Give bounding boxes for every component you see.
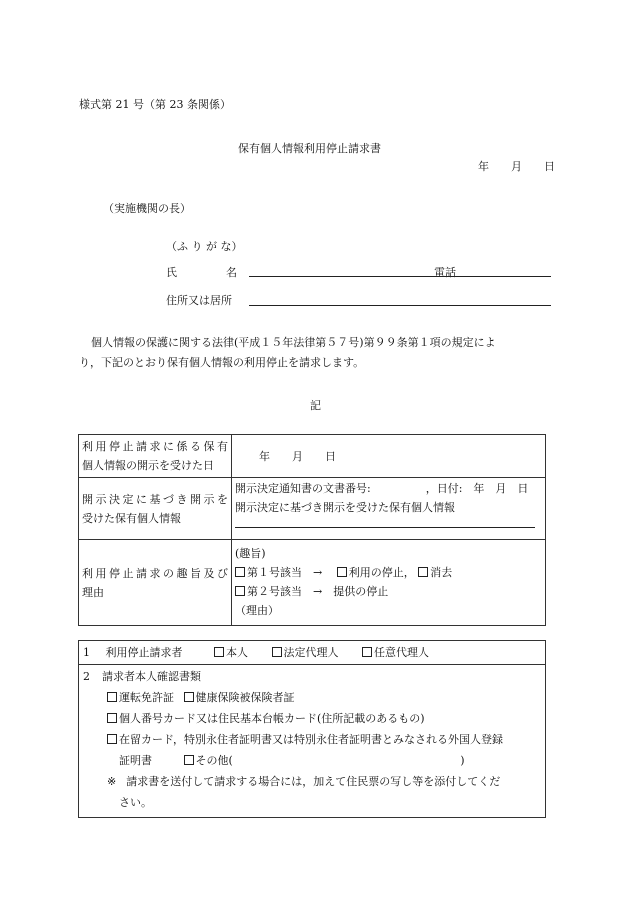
value-cell[interactable] [232, 435, 546, 478]
r3-item1: 第１号該当 → 利用の停止， 消去 [235, 563, 542, 582]
date-line: 年 月 日 [478, 160, 555, 173]
r1-label-2: 個人情報の開示を受けた日 [82, 459, 214, 472]
opt-legal-agent: 法定代理人 [283, 646, 339, 659]
r2-label-1: 開示決定に基づき開示を [82, 492, 228, 506]
r2-fill-line[interactable] [235, 527, 535, 528]
checkbox-drivers-license[interactable] [107, 692, 117, 702]
checkbox-item2[interactable] [235, 586, 245, 596]
address-field-line[interactable] [249, 305, 551, 306]
r3-shushi: (趣旨) [235, 547, 266, 560]
checkbox-legal-agent[interactable] [272, 647, 282, 657]
opt-self: 本人 [226, 646, 248, 659]
checkbox-other[interactable] [184, 755, 194, 765]
row1-num: 1 [83, 646, 90, 659]
furigana-label: （ふ り が な） [166, 240, 243, 253]
request-details-table [78, 434, 546, 626]
row1-label: 利用停止請求者 [105, 646, 183, 659]
doc-line-4: 証明書 その他( ) [119, 754, 465, 767]
checkbox-self[interactable] [214, 647, 224, 657]
name-label-1: 氏 [166, 266, 177, 279]
r3-label-2: 理由 [82, 585, 104, 599]
body-text-1: 個人情報の保護に関する法律(平成１５年法律第５７号)第９９条第１項の規定によ [91, 336, 496, 349]
checkbox-residence-card[interactable] [107, 734, 117, 744]
value-cell [232, 540, 546, 626]
label-cell [79, 435, 232, 478]
table-row [79, 540, 546, 626]
note-line-1: ※ 請求書を送付して請求する場合には，加えて住民票の写し等を添付してくだ [107, 775, 501, 788]
table-row [79, 435, 546, 478]
checkbox-my-number-card[interactable] [107, 713, 117, 723]
ki-heading: 記 [310, 399, 321, 412]
r3-label-1: 利用停止請求の趣旨及び [82, 566, 228, 580]
label-cell [79, 540, 232, 626]
r1-value: 年 月 日 [259, 449, 336, 463]
table-row [79, 478, 546, 540]
name-label-2: 名 [226, 266, 237, 279]
page-title: 保有個人情報利用停止請求書 [238, 142, 381, 155]
checkbox-health-insurance[interactable] [184, 692, 194, 702]
checkbox-voluntary-agent[interactable] [362, 647, 372, 657]
address-label: 住所又は居所 [166, 294, 232, 307]
value-cell[interactable] [232, 478, 546, 540]
r2-value-1: 開示決定通知書の文書番号: ，日付: 年 月 日 [235, 482, 529, 495]
form-number: 様式第 21 号（第 23 条関係） [79, 98, 231, 111]
phone-label: 電話 [434, 266, 456, 279]
r3-item2: 第２号該当 → 提供の停止 [235, 582, 542, 601]
r2-label-2: 受けた保有個人情報 [82, 511, 181, 525]
r1-label-1: 利用停止請求に係る保有 [82, 440, 228, 453]
doc-line-2: 個人番号カード又は住民基本台帳カード(住所記載のあるもの) [83, 708, 541, 729]
doc-line-3: 在留カード，特別永住者証明書又は特別永住者証明書とみなされる外国人登録 [83, 729, 541, 750]
requester-row [79, 641, 546, 665]
row2-heading: 2 請求者本人確認書類 [83, 670, 201, 683]
opt-voluntary-agent: 任意代理人 [374, 646, 429, 659]
addressee: （実施機関の長） [103, 202, 191, 215]
table-row [79, 641, 546, 665]
name-field-line[interactable] [249, 276, 551, 277]
r3-riyu: （理由） [235, 604, 279, 617]
r2-value-2: 開示決定に基づき開示を受けた保有個人情報 [235, 501, 455, 514]
checkbox-delete[interactable] [418, 567, 428, 577]
label-cell [79, 478, 232, 540]
checkbox-item1[interactable] [235, 567, 245, 577]
requester-table [78, 640, 546, 818]
body-text-2: り，下記のとおり保有個人情報の利用停止を請求します。 [79, 356, 365, 369]
id-docs-cell [79, 665, 546, 818]
note-line-2: さい。 [119, 796, 152, 809]
table-row [79, 665, 546, 818]
doc-line-1: 運転免許証 健康保険被保険者証 [83, 687, 541, 708]
checkbox-stop-use[interactable] [337, 567, 347, 577]
